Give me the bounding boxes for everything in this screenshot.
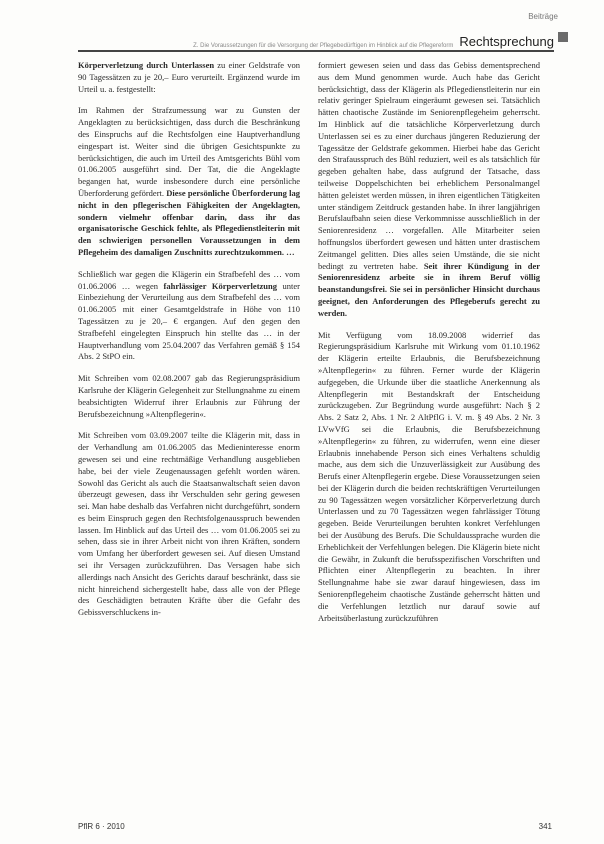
section-marker bbox=[558, 32, 568, 42]
paragraph-text: Im Rahmen der Strafzumessung war zu Gunsten der Angeklagten zu berücksichtigen, dass durch die Beschränkung des Einspruchs auf die Rechtsfolgen eine Hauptverhandlung eingespart ist. Weiter sind die übrigen Gesichtspunkte zu berücksichtigen, die auch im Urteil des Amtsgerichts Bühl vom 01.06.2005 ausgeführt sind. Der Tat, die die Angeklagte begangen hat, wurde insbesondere durch eine persönliche Überforderung gefördert. bbox=[78, 105, 300, 198]
section-tag: Beiträge bbox=[528, 12, 558, 21]
paragraph-text: unter Einbeziehung der Verurteilung aus dem Strafbefehl des … vom 01.06.2005 mit einer Gesamtgeldstrafe in Höhe von 110 Tagessätzen zu je 20,– € ergangen. Auf den gegen den Strafbefehl eingelegten Einspruch hin stellte das … in der Hauptverhandlung vom 25.04.2007 das Verfahren gemäß § 154 Abs. 2 StPO ein. bbox=[78, 280, 300, 362]
paragraph-emphasis: Seit ihrer Kündigung in der Seniorenresidenz arbeite sie in ihrem Beruf völlig beanstandungsfrei. Sie sei in persönlicher Hinsicht durchaus geeignet, den Anforderungen des Pflegeberufs gerecht zu werden. bbox=[318, 260, 540, 318]
paragraph bbox=[78, 373, 300, 420]
paragraph bbox=[318, 60, 540, 320]
paragraph bbox=[318, 330, 540, 625]
paragraph-text: Mit Verfügung vom 18.09.2008 widerrief das Regierungspräsidium Karlsruhe mit Wirkung vom 01.10.1962 der Klägerin erteilte Erlaubnis, die Berufsbezeichnung »Altenpflegerin« zu führen. Ferner wurde der Klägerin aufgegeben, die Urkunde über die staatliche Anerkennung als Altenpflegerin mit Bestandskraft der Entscheidung zurückzugeben. Zur Begründung wurde ausgeführt: Nach § 2 Abs. 2 Satz 2, Abs. 1 Nr. 2 AltPflG i. V. m. § 49 Abs. 2 Nr. 3 LVwVfG sei die Erlaubnis, die Berufsbezeichnung »Altenpflegerin« zu führen, zu widerrufen, wenn eine dieser Erlaubnis innehabende Person sich eines Verhaltens schuldig mache, aus dem sich die Unzuverlässigkeit zur Ausübung des Berufs einer Altenpflegerin ergebe. Diese Voraussetzungen seien bei der Klägerin durch die beiden rechtskräftigen Verurteilungen zu 90 Tagessätzen wegen vorsätzlicher Körperverletzung durch Unterlassen und zu 70 Tagessätzen wegen fahrlässiger Tötung gegeben. Beide Verurteilungen beruhten konkret Verfehlungen bei der Ausübung des Berufs. Die Schuldaussprache wurden die Erheblichkeit der Verfehlungen belegen. Die Klägerin biete nicht die Gewähr, in Zukunft die berufsspezifischen Vorschriften und Pflichten einer Altenpflegerin zu beachten. In ihrer Stellungnahme habe sie zwar darauf hingewiesen, dass im Seniorenpflegeheim chaotische Zustände geherrscht hätten und die Verfehlungen letztlich nur darauf sowie auf Arbeitsüberlastung zurückzuführen bbox=[318, 329, 540, 623]
header-title: Rechtsprechung bbox=[459, 34, 554, 49]
paragraph-emphasis: Körperverletzung durch Unterlassen bbox=[78, 60, 215, 70]
footer-journal: PflR 6 · 2010 bbox=[78, 822, 125, 831]
right-column bbox=[318, 60, 540, 634]
paragraph-emphasis: fahrlässiger Körperverletzung bbox=[163, 280, 277, 291]
paragraph bbox=[78, 430, 300, 619]
page-number: 341 bbox=[538, 822, 552, 831]
header-subtitle: Z. Die Voraussetzungen für die Versorgung der Pflegebedürftigen im Hinblick auf die Pflegereform bbox=[193, 43, 454, 49]
paragraph-text: zu einer Geldstrafe von 90 Tagessätzen zu je 20,– Euro verurteilt. Ergänzend wurde im Urteil u. a. festgestellt: bbox=[78, 60, 300, 94]
paragraph-emphasis: Diese persönliche Überforderung lag nicht in den pflegerischen Fähigkeiten der Angeklagten, sondern vielmehr offenbar darin, dass ihr das organisatorische Geschick fehlte, als Pflegedienstleiterin mit den schwierigen personellen Voraussetzungen in dem Pflegeheim des damaligen Zuschnitts zurechtzukommen. … bbox=[78, 187, 300, 257]
header-rule bbox=[78, 50, 554, 52]
page-header bbox=[78, 33, 554, 49]
paragraph-text: formiert gewesen seien und dass das Gebiss dementsprechend aus dem Mund genommen wurde. Auch habe das Gericht berücksichtigt, dass der Klägerin als Pflegedienstleiterin nur ein relativ geringer Spielraum eingeräumt gewesen sei. Tatsächlich hätten chaotische Zustände im Seniorenpflegeheim geherrscht. Im Hinblick auf die tatsächliche Körperverletzung durch Unterlassen sei es zu einer durchaus jüngeren Reduzierung der Tagessätze der Geldstrafe gekommen. Hierbei habe das Gericht den Strafausspruch des Bühl reduziert, weil es als tatsächlich für gegeben gehalten habe, dass aufgrund der Tatsache, dass teilweise Doppelschichten bei erheblichem Personalmangel hätten geleistet werden müssen, in ihren eigentlichen Tätigkeiten unter ständigem Zeitdruck gestanden habe. In ihrer langjährigen Berufslaufbahn seien diese Verkommnisse ausschließlich in der Seniorenresidenz … vorgefallen. Alle Mitarbeiter seien hoffnungslos überfordert gewesen und hätten unter drastischem Zeitmangel gelitten. Dies alles seien Umstände, die sie nicht bedingt zu vertreten habe. bbox=[318, 60, 540, 271]
paragraph-text: Mit Schreiben vom 02.08.2007 gab das Regierungspräsidium Karlsruhe der Klägerin Gelegenheit zur Stellungnahme zu einem beabsichtigten Widerruf ihrer Erlaubnis zur Führung der Berufsbezeichnung »Altenpflegerin«. bbox=[78, 373, 300, 419]
paragraph-text: Mit Schreiben vom 03.09.2007 teilte die Klägerin mit, dass in der Verhandlung am 01.06.2005 das Medieninteresse enorm gewesen sei und eine rechtmäßige Verhandlung ausgeblieben habe, bei der viele Zeugenaussagen gefehlt worden wären. Sowohl das Gericht als auch die Staatsanwaltschaft seien davon überzeugt gewesen, dass ihr Verschulden sehr gering gewesen sei. Man habe deshalb das Verfahren nicht durchgeführt, sondern es beim Einspruch gegen den Rechtsfolgenausspruch bewenden lassen. Im Hinblick auf das Urteil des … vom 01.06.2005 sei zu sehen, dass sie in ihrer Arbeit nicht von ihren Kräften, sondern vom Umfang her überfordert gewesen sei. Auf diesen Umstand sei ihr Versagen zurückzuführen. Das Versagen habe sich allerdings nach Ansicht des Gerichts darauf beschränkt, dass sie nicht hinreichend sichergestellt habe, dass alle von der Pflege des Geschädigten betrauten Kräfte über die Gefahr des Gebissverschluckens in- bbox=[78, 430, 300, 618]
paragraph bbox=[78, 105, 300, 258]
paragraph bbox=[78, 269, 300, 363]
left-column bbox=[78, 60, 300, 629]
paragraph-text: Schließlich war gegen die Klägerin ein Strafbefehl des … vom 01.06.2006 … wegen bbox=[78, 268, 300, 291]
paragraph bbox=[78, 60, 300, 95]
